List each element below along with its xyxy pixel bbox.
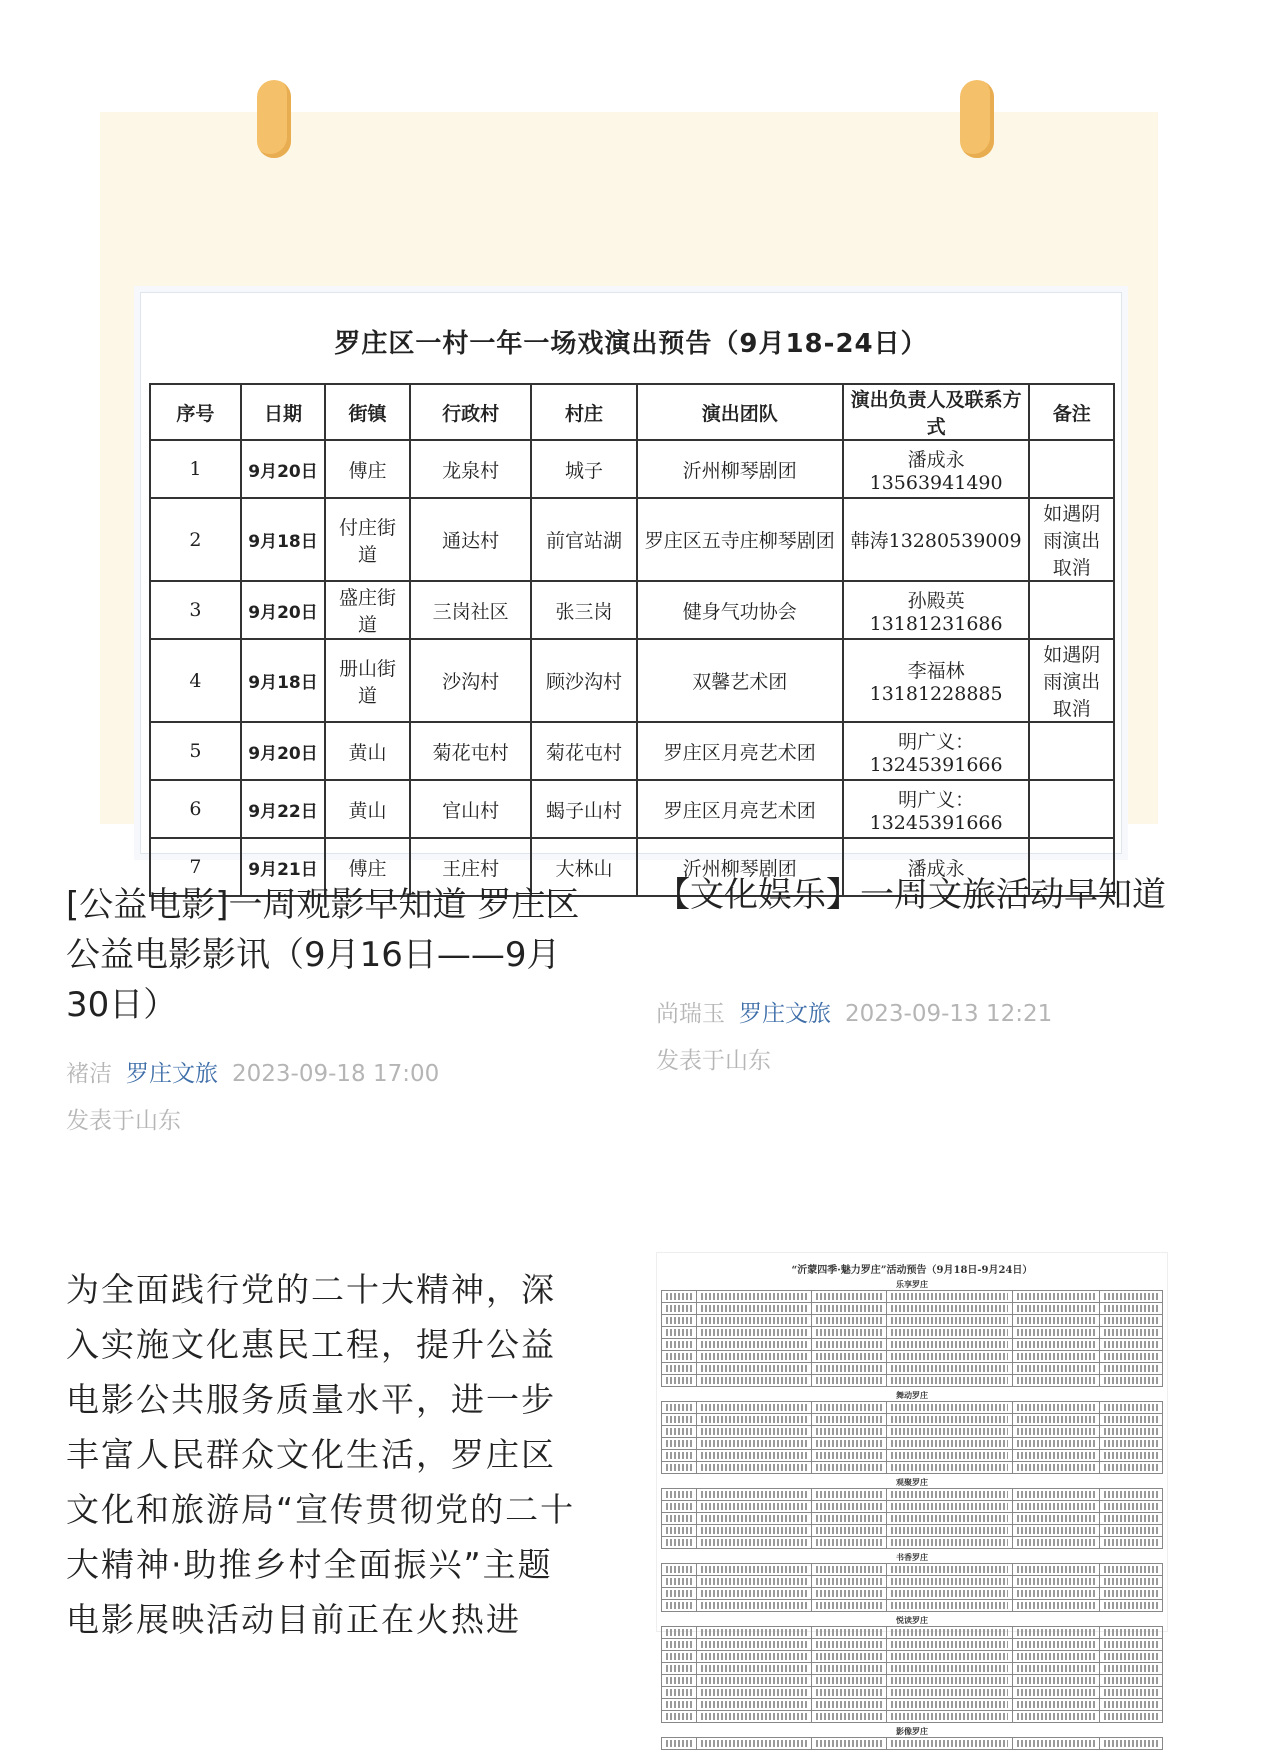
row-village: 张三岗 — [531, 581, 636, 639]
row-note — [1029, 780, 1114, 838]
header-cell: 街镇 — [325, 384, 410, 440]
article-excerpt[interactable]: 为全面践行党的二十大精神，深入实施文化惠民工程，提升公益电影公共服务质量水平，进一步丰富人民群众文化生活，罗庄区文化和旅游局“宣传贯彻党的二十大精神·助推乡村全面振兴”主题电影展映活动目前正在火热进 — [66, 1270, 576, 1639]
row-date: 9月18日 — [241, 639, 326, 722]
thumbnail-section-table — [661, 1563, 1163, 1612]
thumbnail-section-table — [661, 1737, 1163, 1750]
row-village: 蝎子山村 — [531, 780, 636, 838]
schedule-header-row — [150, 384, 1114, 440]
row-village: 大林山 — [531, 838, 636, 896]
row-date: 9月20日 — [241, 581, 326, 639]
thumbnail-section-label: 舞动罗庄 — [896, 1390, 928, 1400]
header-cell: 行政村 — [410, 384, 532, 440]
table-row — [150, 780, 1114, 838]
row-date: 9月18日 — [241, 498, 326, 581]
row-note — [1029, 581, 1114, 639]
row-number: 5 — [150, 722, 241, 780]
binder-clip-icon — [960, 80, 994, 158]
row-town: 傅庄 — [325, 440, 410, 498]
row-village: 城子 — [531, 440, 636, 498]
thumbnail-title: “沂蒙四季·魅力罗庄”活动预告（9月18日-9月24日） — [791, 1265, 1033, 1276]
row-town: 黄山 — [325, 722, 410, 780]
row-note — [1029, 722, 1114, 780]
row-contact: 李福林 13181228885 — [843, 639, 1030, 722]
source-link[interactable]: 罗庄文旅 — [739, 1001, 831, 1027]
activity-preview-thumbnail[interactable] — [656, 1252, 1168, 1736]
row-town: 盛庄街道 — [325, 581, 410, 639]
row-admin-village: 通达村 — [410, 498, 532, 581]
article-meta — [66, 1055, 439, 1088]
article-title-link[interactable]: [公益电影]一周观影早知道 罗庄区公益电影影讯（9月16日——9月30日） — [66, 885, 580, 1025]
row-number: 3 — [150, 581, 241, 639]
row-contact: 潘成永 — [843, 838, 1030, 896]
row-number: 2 — [150, 498, 241, 581]
publish-location: 发表于山东 — [66, 1108, 181, 1134]
binder-clip-icon — [257, 80, 291, 158]
schedule-title: 罗庄区一村一年一场戏演出预告（9月18-24日） — [334, 329, 928, 359]
thumbnail-section-label: 乐享罗庄 — [896, 1279, 928, 1289]
thumbnail-section-label: 观聚罗庄 — [896, 1477, 928, 1487]
header-cell: 备注 — [1029, 384, 1114, 440]
row-troupe: 罗庄区月亮艺术团 — [637, 722, 843, 780]
row-admin-village: 三岗社区 — [410, 581, 532, 639]
row-contact: 明广义：13245391666 — [843, 780, 1030, 838]
article-title-link[interactable]: 【文化娱乐】一周文旅活动早知道 — [656, 875, 1166, 915]
publish-time: 2023-09-13 12:21 — [845, 1001, 1053, 1027]
row-village: 顾沙沟村 — [531, 639, 636, 722]
row-troupe: 罗庄区五寺庄柳琴剧团 — [637, 498, 843, 581]
row-number: 4 — [150, 639, 241, 722]
row-contact: 韩涛13280539009 — [843, 498, 1030, 581]
row-date: 9月20日 — [241, 722, 326, 780]
performance-schedule-sheet — [140, 292, 1122, 880]
header-cell: 日期 — [241, 384, 326, 440]
row-troupe: 沂州柳琴剧团 — [637, 838, 843, 896]
row-contact: 明广义：13245391666 — [843, 722, 1030, 780]
row-troupe: 健身气功协会 — [637, 581, 843, 639]
source-link[interactable]: 罗庄文旅 — [126, 1061, 218, 1087]
publish-location: 发表于山东 — [656, 1048, 771, 1074]
header-cell: 序号 — [150, 384, 241, 440]
thumbnail-section-table — [661, 1290, 1163, 1387]
table-row — [150, 639, 1114, 722]
row-town: 付庄街道 — [325, 498, 410, 581]
row-town: 傅庄 — [325, 838, 410, 896]
author-name: 尚瑞玉 — [656, 1001, 725, 1027]
row-village: 前官站湖 — [531, 498, 636, 581]
thumbnail-section-table — [661, 1626, 1163, 1723]
row-admin-village: 龙泉村 — [410, 440, 532, 498]
header-cell: 演出负责人及联系方式 — [843, 384, 1030, 440]
thumbnail-section-label: 悦读罗庄 — [896, 1615, 928, 1625]
poster-image-card[interactable] — [100, 112, 1158, 880]
row-note — [1029, 440, 1114, 498]
table-row — [150, 722, 1114, 780]
article-meta — [656, 995, 1052, 1028]
row-note: 如遇阴雨演出取消 — [1029, 639, 1114, 722]
author-name: 褚洁 — [66, 1061, 112, 1087]
thumbnail-section-table — [661, 1488, 1163, 1549]
row-town: 黄山 — [325, 780, 410, 838]
row-admin-village: 官山村 — [410, 780, 532, 838]
row-troupe: 沂州柳琴剧团 — [637, 440, 843, 498]
row-admin-village: 沙沟村 — [410, 639, 532, 722]
thumbnail-section-table — [661, 1401, 1163, 1474]
row-town: 册山街道 — [325, 639, 410, 722]
row-admin-village: 王庄村 — [410, 838, 532, 896]
row-number: 6 — [150, 780, 241, 838]
header-cell: 演出团队 — [637, 384, 843, 440]
table-row — [150, 581, 1114, 639]
row-number: 7 — [150, 838, 241, 896]
row-date: 9月22日 — [241, 780, 326, 838]
row-contact: 孙殿英 13181231686 — [843, 581, 1030, 639]
row-troupe: 罗庄区月亮艺术团 — [637, 780, 843, 838]
publish-time: 2023-09-18 17:00 — [232, 1061, 440, 1087]
row-note: 如遇阴雨演出取消 — [1029, 498, 1114, 581]
schedule-table — [149, 383, 1115, 897]
row-village: 菊花屯村 — [531, 722, 636, 780]
thumbnail-section-label: 书香罗庄 — [896, 1552, 928, 1562]
row-number: 1 — [150, 440, 241, 498]
table-row — [150, 440, 1114, 498]
thumbnail-section-label: 影像罗庄 — [896, 1726, 928, 1736]
table-row — [150, 498, 1114, 581]
row-troupe: 双馨艺术团 — [637, 639, 843, 722]
row-admin-village: 菊花屯村 — [410, 722, 532, 780]
row-date: 9月20日 — [241, 440, 326, 498]
thumbnail-body — [657, 1279, 1167, 1750]
row-contact: 潘成永 13563941490 — [843, 440, 1030, 498]
header-cell: 村庄 — [531, 384, 636, 440]
row-date: 9月21日 — [241, 838, 326, 896]
